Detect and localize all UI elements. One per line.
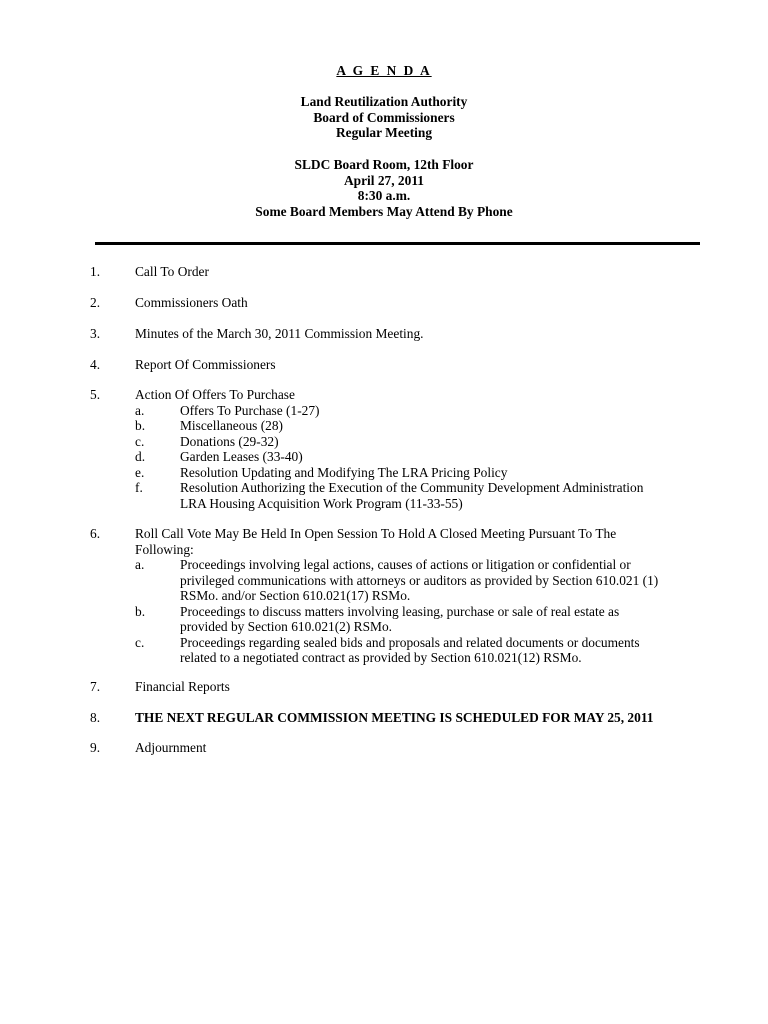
sub-item-5f bbox=[135, 480, 675, 511]
item-number: 8. bbox=[90, 710, 101, 725]
sub-item-text: Garden Leases (33-40) bbox=[180, 449, 303, 464]
item-number: 5. bbox=[90, 387, 101, 402]
sub-item-letter: f. bbox=[135, 480, 143, 495]
item-text: Report Of Commissioners bbox=[135, 357, 276, 372]
item-text-line-2: Following: bbox=[135, 541, 194, 557]
sub-item-letter: d. bbox=[135, 449, 146, 464]
sub-item-text-line-2: privileged communications with attorneys or auditors as provided by Section 610.021 (1) bbox=[180, 572, 659, 588]
item-text: Adjournment bbox=[135, 740, 207, 755]
sub-item-5d bbox=[135, 449, 675, 465]
sub-item-text: Donations (29-32) bbox=[180, 433, 279, 449]
item-text: Action Of Offers To Purchase bbox=[135, 387, 295, 402]
sub-item-text-line-1: Resolution Authorizing the Execution of the Community Development Administration bbox=[180, 480, 644, 495]
item-text: Minutes of the March 30, 2011 Commission Meeting. bbox=[135, 326, 424, 341]
item-text-line-1: Roll Call Vote May Be Held In Open Session To Hold A Closed Meeting Pursuant To The bbox=[135, 526, 617, 541]
sub-item-letter: c. bbox=[135, 433, 145, 449]
item-body bbox=[135, 526, 675, 666]
sub-item-text-line-1: Proceedings regarding sealed bids and proposals and related documents or documents bbox=[180, 634, 640, 650]
item-number: 3. bbox=[90, 326, 101, 341]
agenda-title bbox=[0, 63, 768, 79]
item-text: Commissioners Oath bbox=[135, 295, 248, 310]
sub-item-letter: c. bbox=[135, 634, 145, 650]
sub-item-text-line-1: Proceedings to discuss matters involving leasing, purchase or sale of real estate as bbox=[180, 603, 620, 619]
sub-item-5a bbox=[135, 403, 675, 419]
item-number: 2. bbox=[90, 295, 101, 310]
sub-item-letter: b. bbox=[135, 418, 146, 433]
header-divider bbox=[95, 242, 700, 245]
sub-item-text-line-2: LRA Housing Acquisition Work Program (11-33-55) bbox=[180, 495, 463, 511]
sub-item-text-line-2: related to a negotiated contract as provided by Section 610.021(12) RSMo. bbox=[180, 650, 582, 665]
item-number: 6. bbox=[90, 526, 101, 541]
sub-item-letter: b. bbox=[135, 603, 146, 619]
item-number: 1. bbox=[90, 264, 101, 279]
sub-item-text: Miscellaneous (28) bbox=[180, 418, 284, 433]
sub-item-text: Resolution Updating and Modifying The LRA Pricing Policy bbox=[180, 464, 508, 480]
item-body bbox=[135, 387, 675, 511]
sub-item-text-line-3: RSMo. and/or Section 610.021(17) RSMo. bbox=[180, 588, 411, 603]
sub-item-letter: e. bbox=[135, 464, 145, 480]
organization-block bbox=[0, 94, 768, 141]
meeting-date: April 27, 2011 bbox=[344, 172, 424, 188]
item-number: 4. bbox=[90, 357, 101, 372]
phone-attendance-note: Some Board Members May Attend By Phone bbox=[255, 203, 513, 219]
venue-block bbox=[0, 157, 768, 219]
sub-item-letter: a. bbox=[135, 402, 145, 418]
sub-item-6c bbox=[135, 635, 675, 666]
item-number: 9. bbox=[90, 740, 101, 755]
item-number: 7. bbox=[90, 679, 101, 694]
sub-item-text: Offers To Purchase (1-27) bbox=[180, 402, 320, 418]
sub-item-text-line-1: Proceedings involving legal actions, causes of actions or litigation or confidential or bbox=[180, 557, 631, 572]
meeting-location: SLDC Board Room, 12th Floor bbox=[294, 157, 474, 172]
meeting-type: Regular Meeting bbox=[335, 125, 433, 140]
meeting-time: 8:30 a.m. bbox=[357, 188, 411, 203]
sub-item-5c bbox=[135, 434, 675, 450]
agenda-title-text: A G E N D A bbox=[336, 63, 432, 78]
sub-item-5b bbox=[135, 418, 675, 434]
board-name: Board of Commissioners bbox=[313, 109, 455, 125]
item-text: Financial Reports bbox=[135, 679, 230, 694]
item-text: Call To Order bbox=[135, 264, 209, 279]
sub-item-6b bbox=[135, 604, 675, 635]
next-meeting-notice: THE NEXT REGULAR COMMISSION MEETING IS SCHEDULED FOR MAY 25, 2011 bbox=[135, 710, 654, 725]
sub-item-text-line-2: provided by Section 610.021(2) RSMo. bbox=[180, 619, 393, 634]
sub-item-5e bbox=[135, 465, 675, 481]
sub-item-6a bbox=[135, 557, 675, 604]
sub-item-letter: a. bbox=[135, 557, 145, 572]
organization-name: Land Reutilization Authority bbox=[300, 94, 468, 109]
